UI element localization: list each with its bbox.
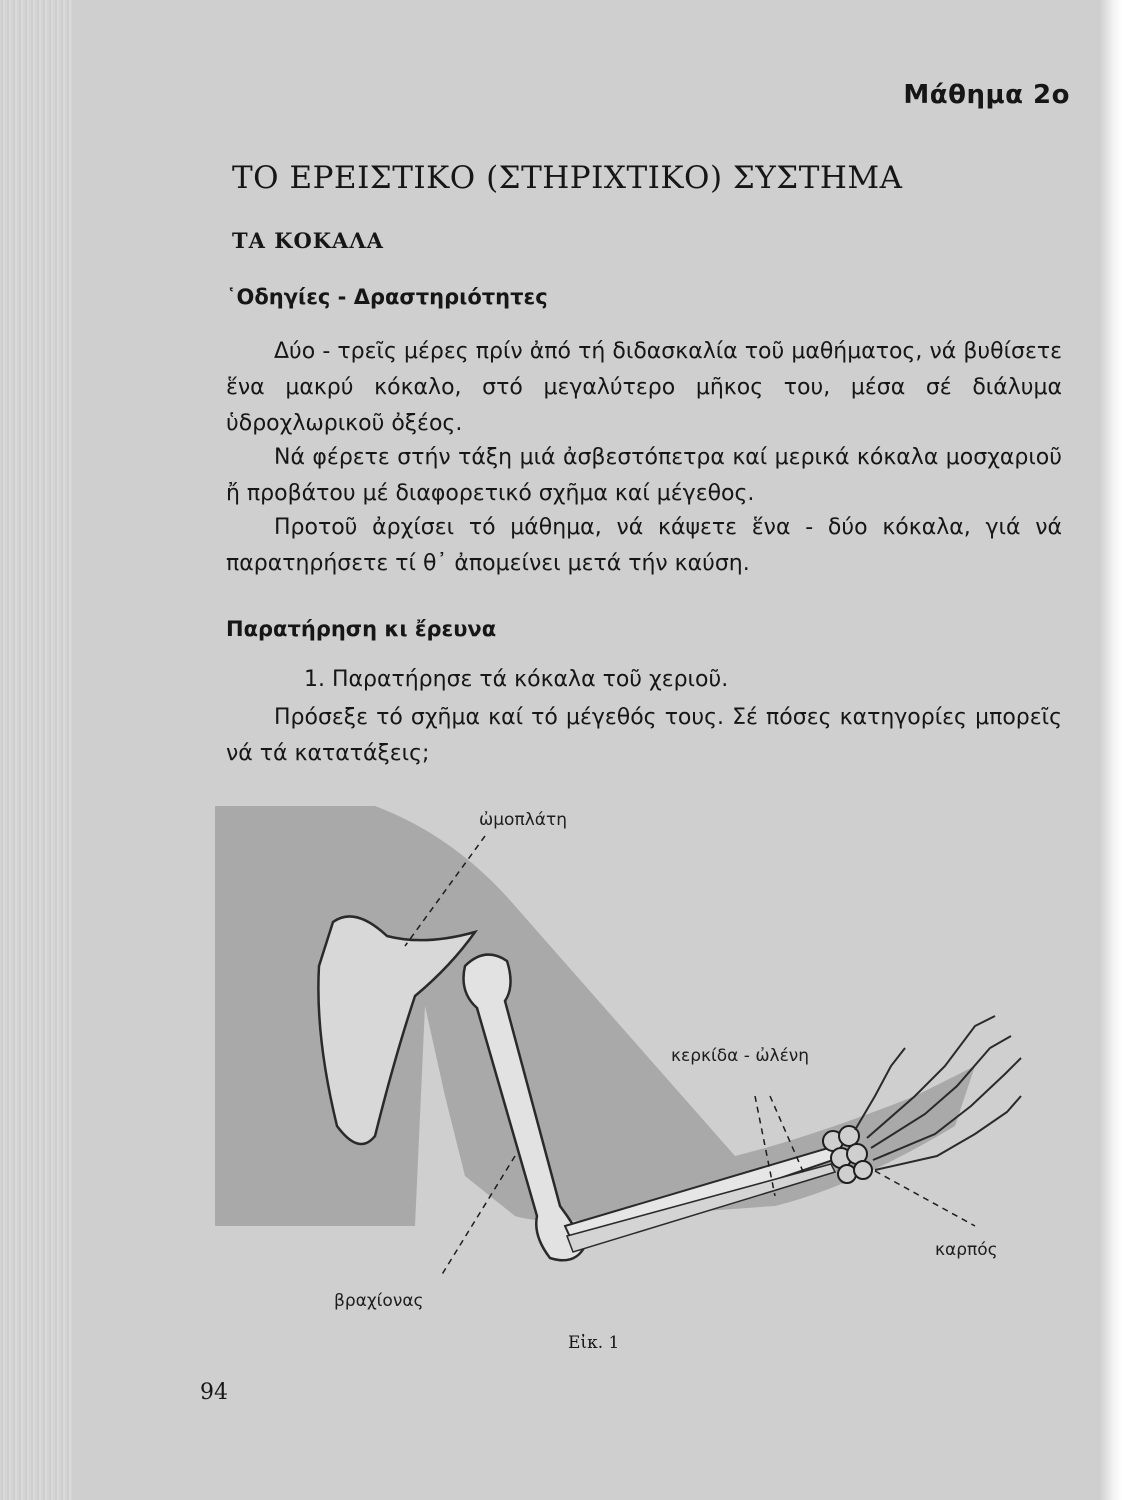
observation-heading: Παρατήρηση κι ἔρευνα xyxy=(226,617,497,641)
page-title: ΤΟ ΕΡΕΙΣΤΙΚΟ (ΣΤΗΡΙΧΤΙΚΟ) ΣΥΣΤΗΜΑ xyxy=(232,160,903,196)
label-carpus: καρπός xyxy=(935,1240,998,1260)
page-stack-edge xyxy=(0,0,72,1500)
paragraph-1: Δύο - τρεῖς μέρες πρίν ἀπό τή διδασκαλία τοῦ μαθήματος, νά βυθίσετε ἕνα μακρύ κόκαλο, στό μεγαλύτερο μῆκος του, μέσα σέ διάλυμα ὑδροχλωρικοῦ ὀξέος. xyxy=(226,339,1062,436)
observation-item-1: 1. Παρατήρησε τά κόκαλα τοῦ χεριοῦ. xyxy=(304,667,729,692)
arm-bones-figure xyxy=(215,796,1075,1316)
book-gutter xyxy=(1100,0,1122,1500)
section-title: ΤΑ ΚΟΚΑΛΑ xyxy=(232,228,384,253)
figure-caption: Εἰκ. 1 xyxy=(568,1333,620,1353)
page-number: 94 xyxy=(200,1380,228,1405)
paragraph-2: Νά φέρετε στήν τάξη μιά ἀσβεστόπετρα καί μερικά κόκαλα μοσχαριοῦ ἤ προβάτου μέ διαφορετικό σχῆμα καί μέγεθος. xyxy=(226,445,1062,506)
label-scapula: ὠμοπλάτη xyxy=(479,810,567,830)
paragraph-3: Προτοῦ ἀρχίσει τό μάθημα, νά κάψετε ἕνα - δύο κόκαλα, γιά νά παρατηρήσετε τί θ᾽ ἀπομείνει μετά τήν καύση. xyxy=(226,515,1062,576)
lesson-header: Μάθημα 2ο xyxy=(903,80,1070,110)
label-humerus: βραχίονας xyxy=(334,1291,424,1311)
label-radius-ulna: κερκίδα - ὠλένη xyxy=(671,1046,810,1066)
arm-skeleton-illustration xyxy=(215,796,1075,1316)
instructions-heading: ῾Οδηγίες - Δραστηριότητες xyxy=(226,285,548,309)
observation-text: Πρόσεξε τό σχῆμα καί τό μέγεθός τους. Σέ πόσες κατηγορίες μπορεῖς νά τά κατατάξεις; xyxy=(226,705,1062,766)
